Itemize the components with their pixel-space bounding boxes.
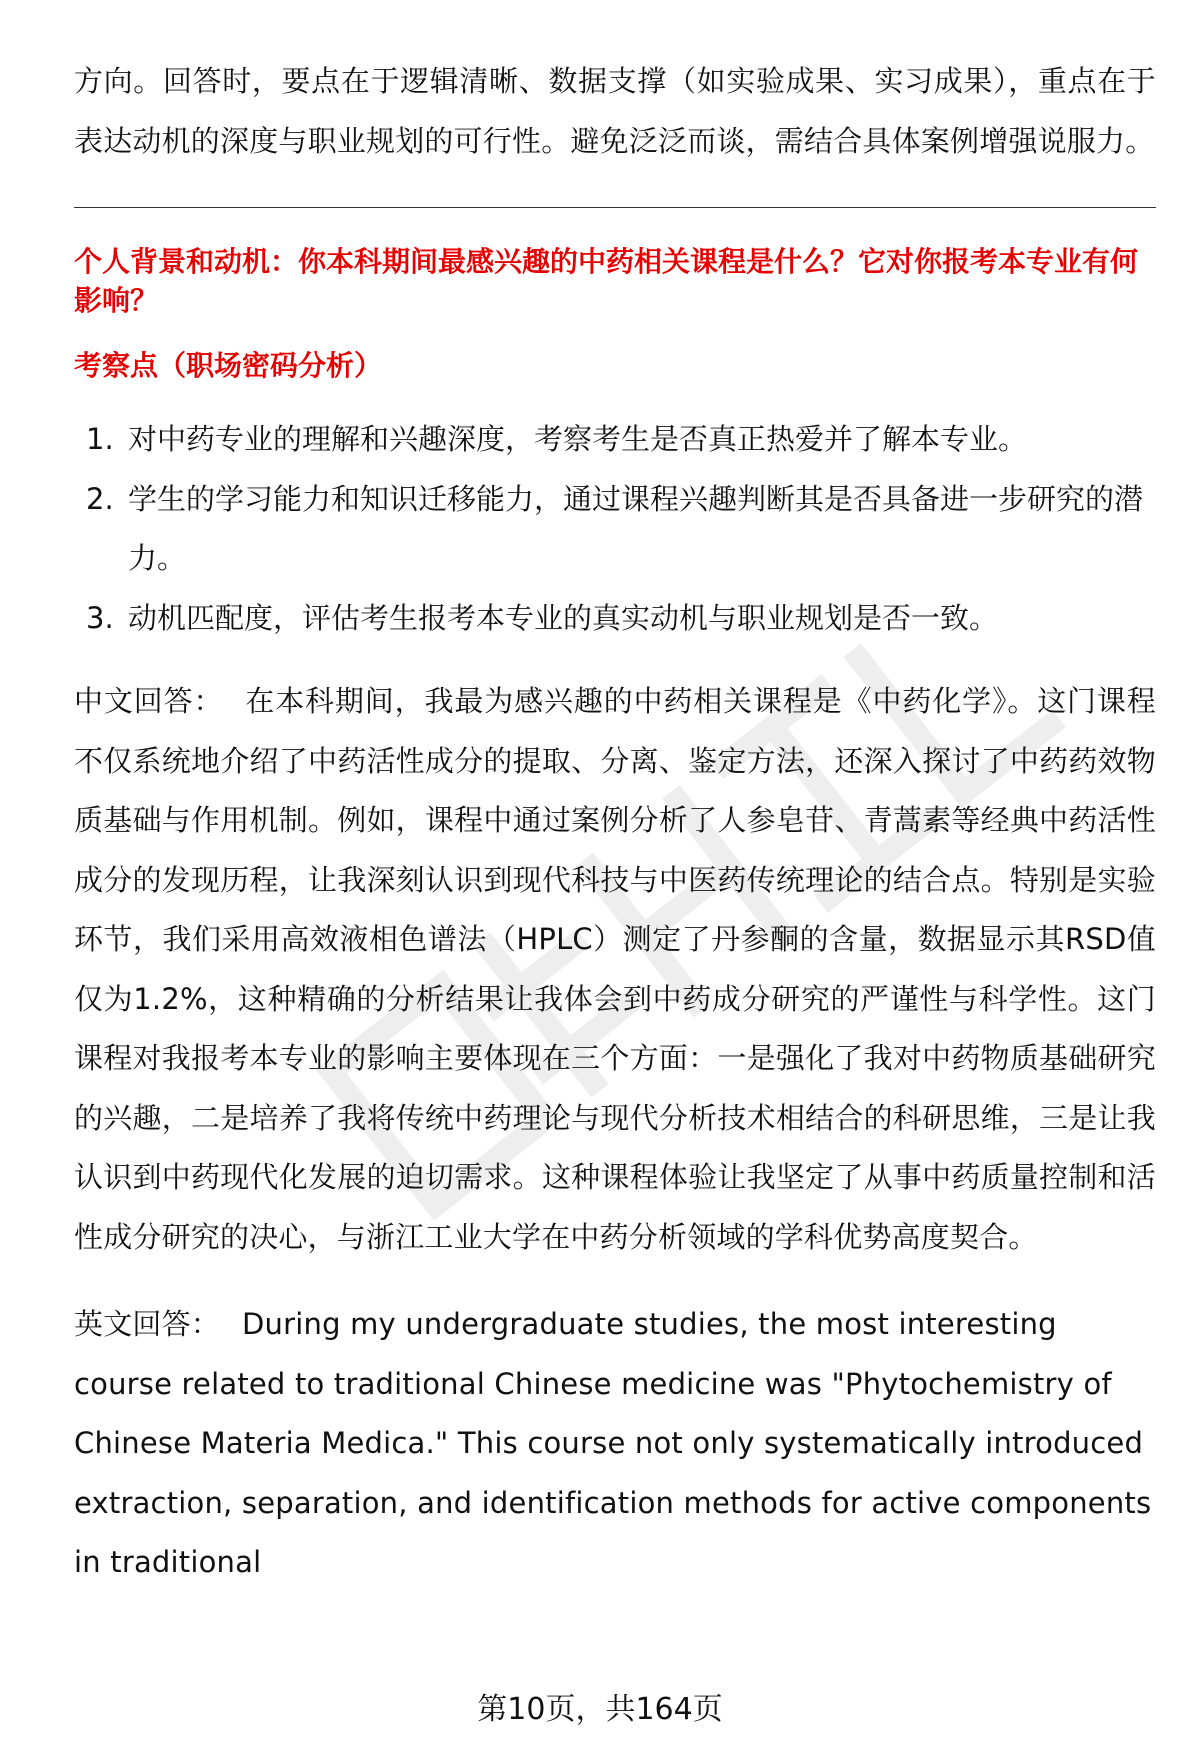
point-number: 1.: [86, 422, 114, 456]
page-content: [74, 52, 1156, 1621]
english-answer: [74, 1295, 1156, 1593]
assessment-points-list: [74, 410, 1156, 648]
point-number: 2.: [86, 481, 114, 516]
chinese-answer: [74, 672, 1156, 1267]
point-text: 学生的学习能力和知识迁移能力，通过课程兴趣判断其是否具备进一步研究的潜力。: [128, 481, 1144, 575]
assessment-point: [74, 589, 1156, 649]
question-title: 个人背景和动机：你本科期间最感兴趣的中药相关课程是什么？它对你报考本专业有何影响？: [74, 245, 1139, 317]
assessment-heading: 考察点（职场密码分析）: [74, 349, 383, 382]
point-text: 动机匹配度，评估考生报考本专业的真实动机与职业规划是否一致。: [128, 600, 999, 635]
intro-paragraph: 方向。回答时，要点在于逻辑清晰、数据支撑（如实验成果、实习成果），重点在于表达动机的深度与职业规划的可行性。避免泛泛而谈，需结合具体案例增强说服力。: [74, 64, 1156, 158]
english-answer-label: 英文回答：: [74, 1307, 221, 1341]
assessment-point: [74, 470, 1156, 589]
assessment-point: [74, 410, 1156, 470]
chinese-answer-text: 在本科期间，我最为感兴趣的中药相关课程是《中药化学》。这门课程不仅系统地介绍了中药活性成分的提取、分离、鉴定方法，还深入探讨了中药药效物质基础与作用机制。例如，课程中通过案例分析了人参皂苷、青蒿素等经典中药活性成分的发现历程，让我深刻认识到现代科技与中医药传统理论的结合点。特别是实验环节，我们采用高效液相色谱法（HPLC）测定了丹参酮的含量，数据显示其RSD值仅为1.2%，这种精确的分析结果让我体会到中药成分研究的严谨性与科学性。这门课程对我报考本专业的影响主要体现在三个方面：一是强化了我对中药物质基础研究的兴趣，二是培养了我将传统中药理论与现代分析技术相结合的科研思维，三是让我认识到中药现代化发展的迫切需求。这种课程体验让我坚定了从事中药质量控制和活性成分研究的决心，与浙江工业大学在中药分析领域的学科优势高度契合。: [74, 684, 1156, 1254]
section-divider: [74, 207, 1156, 208]
point-text: 对中药专业的理解和兴趣深度，考察考生是否真正热爱并了解本专业。: [128, 422, 1028, 456]
chinese-answer-label: 中文回答：: [74, 684, 224, 718]
point-number: 3.: [86, 600, 114, 635]
page-footer: 第10页，共164页: [477, 1692, 723, 1727]
english-answer-text: During my undergraduate studies, the most interesting course related to traditional Chinese medicine was "Phytochemistry of Chinese Materia Medica." This course not only systematically introduced extraction, separation, and identification methods for active components in traditional: [74, 1307, 1152, 1579]
